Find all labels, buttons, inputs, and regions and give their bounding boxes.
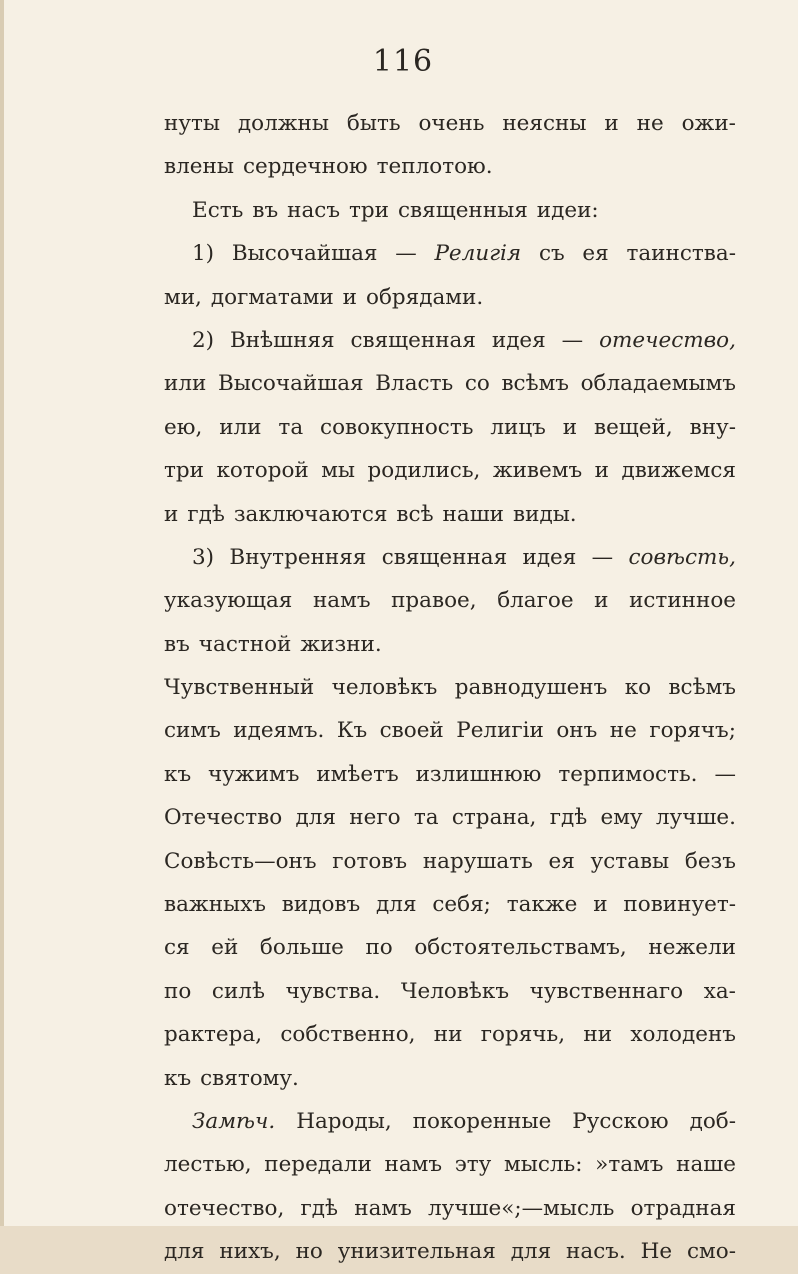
word: и — [604, 111, 619, 136]
word: идеямъ. — [233, 718, 325, 744]
word: нуты — [164, 111, 220, 136]
word: видовъ — [281, 892, 361, 918]
text-line — [164, 579, 736, 622]
text-line — [164, 709, 736, 752]
word: ему — [600, 805, 643, 831]
body-text — [164, 102, 736, 1274]
word: равнодушенъ — [454, 675, 608, 701]
word: по — [164, 978, 192, 1004]
word: своей — [379, 718, 444, 744]
word: также — [506, 892, 578, 918]
word: для — [510, 1239, 552, 1265]
text-line — [164, 1013, 736, 1056]
text-line — [164, 406, 736, 449]
word: отечество, — [599, 327, 736, 353]
word: лестью, — [164, 1152, 252, 1178]
text-line — [164, 1230, 736, 1273]
word: движемся — [621, 458, 736, 484]
word: догматами — [210, 284, 334, 310]
text-line — [164, 623, 736, 666]
word: — — [591, 544, 614, 570]
word: неясны — [502, 111, 587, 136]
word: покоренные — [412, 1108, 552, 1134]
word: онъ — [556, 718, 598, 744]
word: наше — [676, 1152, 736, 1178]
word: насъ — [287, 197, 341, 223]
word: нихъ, — [219, 1239, 281, 1265]
word: лучше«;—мысль — [428, 1195, 615, 1221]
word: мысль: — [504, 1152, 583, 1178]
text-line — [164, 493, 736, 536]
word: имѣетъ — [316, 761, 399, 787]
word: 3) — [192, 544, 215, 570]
word: ея — [582, 241, 609, 267]
word: родились, — [367, 458, 481, 484]
word: та — [413, 805, 439, 831]
word: больше — [259, 935, 344, 961]
word: ею, — [164, 414, 203, 440]
page-number: 116 — [372, 44, 434, 79]
word: съ — [538, 241, 565, 267]
word: доб- — [689, 1108, 736, 1134]
word: — — [395, 241, 417, 267]
word: Замѣч. — [192, 1108, 276, 1134]
word: Религіи — [456, 718, 544, 744]
word: по — [365, 935, 393, 961]
word: Народы, — [296, 1108, 392, 1134]
word: сердечною — [242, 154, 368, 180]
word: и — [594, 458, 609, 484]
word: симъ — [164, 718, 221, 744]
word: 2) — [192, 327, 215, 353]
word: всѣмъ — [501, 371, 569, 397]
word: насъ. — [566, 1239, 626, 1265]
word: къ — [164, 761, 192, 787]
word: себя; — [432, 892, 491, 918]
text-line — [164, 232, 736, 275]
word: и — [593, 892, 608, 918]
word: должны — [237, 111, 329, 136]
word: передали — [264, 1152, 372, 1178]
word: нарушать — [422, 848, 533, 874]
word: Чувственный — [164, 675, 315, 701]
text-line — [164, 840, 736, 883]
word: всѣ — [396, 501, 434, 527]
word: въ — [164, 631, 190, 657]
word: холоденъ — [630, 1022, 736, 1048]
text-line — [164, 1143, 736, 1186]
word: гдѣ — [549, 805, 588, 831]
word: эту — [454, 1152, 492, 1178]
word: Религія — [434, 241, 522, 267]
word: ей — [211, 935, 239, 961]
text-line — [164, 796, 736, 839]
word: идеи: — [536, 197, 599, 223]
word: та — [278, 414, 304, 440]
word: терпимость. — [558, 761, 698, 787]
word: вну- — [689, 414, 736, 440]
word: виды. — [513, 501, 577, 527]
word: горячь, — [480, 1022, 566, 1048]
word: заключаются — [233, 501, 388, 527]
word: и — [342, 284, 357, 310]
word: чувственнаго — [529, 978, 684, 1004]
word: намъ — [312, 588, 371, 614]
word: гдѣ — [187, 501, 225, 527]
word: и — [594, 588, 609, 614]
text-line — [164, 362, 736, 405]
word: — — [561, 327, 584, 353]
word: смо- — [687, 1239, 736, 1265]
word: и — [562, 414, 578, 440]
word: Человѣкъ — [400, 978, 510, 1004]
word: обрядами. — [366, 284, 484, 310]
word: безъ — [684, 848, 736, 874]
word: лучше. — [655, 805, 736, 831]
word: живемъ — [492, 458, 583, 484]
word: излишнюю — [415, 761, 542, 787]
word: вещей, — [593, 414, 673, 440]
word: указующая — [164, 588, 293, 614]
word: правое, — [391, 588, 477, 614]
word: всѣмъ — [668, 675, 736, 701]
word: быть — [346, 111, 401, 136]
text-line — [164, 536, 736, 579]
word: него — [349, 805, 401, 831]
word: ми, — [164, 284, 202, 310]
word: совокупность — [320, 414, 474, 440]
word: въ — [252, 197, 279, 223]
word: намъ — [354, 1195, 412, 1221]
word: чужимъ — [208, 761, 300, 787]
word: Внутренняя — [229, 544, 367, 570]
text-line — [164, 145, 736, 188]
text-line — [164, 926, 736, 969]
word: обладаемымъ — [580, 371, 736, 397]
word: святому. — [200, 1065, 299, 1091]
text-line — [164, 970, 736, 1013]
word: — — [714, 761, 736, 787]
word: намъ — [384, 1152, 443, 1178]
word: Отечество — [164, 805, 283, 831]
word: чувства. — [285, 978, 381, 1004]
text-line — [164, 666, 736, 709]
text-line — [164, 753, 736, 796]
word: теплотою. — [376, 154, 493, 180]
word: священныя — [398, 197, 528, 223]
word: Къ — [336, 718, 368, 744]
text-line — [164, 449, 736, 492]
word: ся — [164, 935, 190, 961]
word: »тамъ — [595, 1152, 664, 1178]
word: для — [164, 1239, 205, 1265]
word: Высочайшая — [231, 241, 378, 267]
word: три — [349, 197, 390, 223]
word: истинное — [629, 588, 736, 614]
text-line — [164, 189, 736, 232]
word: страна, — [451, 805, 537, 831]
word: силѣ — [211, 978, 265, 1004]
word: или — [219, 414, 262, 440]
word: человѣкъ — [331, 675, 438, 701]
word: ко — [624, 675, 652, 701]
word: ни — [433, 1022, 463, 1048]
word: гдѣ — [300, 1195, 339, 1221]
word: ожи- — [681, 111, 736, 136]
word: Не — [640, 1239, 673, 1265]
word: Власть — [375, 371, 454, 397]
word: для — [376, 892, 417, 918]
word: ха- — [703, 978, 736, 1004]
text-line — [164, 1187, 736, 1230]
word: со — [464, 371, 490, 397]
word: совѣсть, — [628, 544, 736, 570]
word: три — [164, 458, 204, 484]
word: Внѣшняя — [230, 327, 335, 353]
word: рактера, — [164, 1022, 263, 1048]
text-line — [164, 1100, 736, 1143]
word: лицъ — [490, 414, 546, 440]
text-line — [164, 319, 736, 362]
word: унизительная — [337, 1239, 496, 1265]
text-line — [164, 102, 736, 145]
word: влены — [164, 154, 234, 180]
word: Русскою — [572, 1108, 669, 1134]
word: важныхъ — [164, 892, 266, 918]
text-line — [164, 276, 736, 319]
word: повинует- — [623, 892, 736, 918]
word: частной — [198, 631, 292, 657]
word: отрадная — [630, 1195, 736, 1221]
text-line — [164, 1057, 736, 1100]
word: наши — [442, 501, 505, 527]
word: ни — [583, 1022, 613, 1048]
word: идея — [491, 327, 546, 353]
word: жизни. — [300, 631, 382, 657]
word: къ — [164, 1065, 192, 1091]
word: собственно, — [280, 1022, 416, 1048]
word: таинства- — [626, 241, 736, 267]
word: нежели — [648, 935, 736, 961]
word: Совѣсть—онъ — [164, 848, 317, 874]
word: и — [164, 501, 179, 527]
word: уставы — [590, 848, 670, 874]
word: горячъ; — [649, 718, 736, 744]
word: очень — [418, 111, 485, 136]
word: готовъ — [332, 848, 408, 874]
word: отечество, — [164, 1195, 285, 1221]
text-line — [164, 883, 736, 926]
word: ея — [548, 848, 575, 874]
word: но — [295, 1239, 323, 1265]
word: священная — [381, 544, 508, 570]
word: не — [636, 111, 664, 136]
word: священная — [350, 327, 476, 353]
word: которой — [216, 458, 309, 484]
word: идея — [522, 544, 577, 570]
word: Есть — [192, 197, 244, 223]
word: Высочайшая — [217, 371, 364, 397]
word: или — [164, 371, 207, 397]
word: для — [295, 805, 336, 831]
word: не — [609, 718, 637, 744]
word: 1) — [192, 241, 215, 267]
word: благое — [497, 588, 574, 614]
word: мы — [321, 458, 356, 484]
word: обстоятельствамъ, — [414, 935, 627, 961]
